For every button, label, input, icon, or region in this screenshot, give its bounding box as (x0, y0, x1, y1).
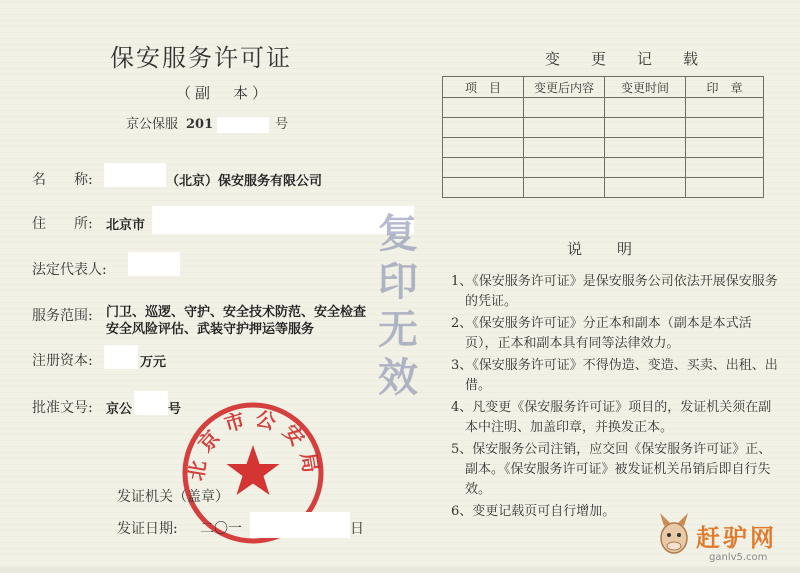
column-header-seal: 印 章 (686, 77, 764, 98)
approval-label: 批准文号: (32, 400, 93, 416)
seal-text: 北京市公安局 (183, 405, 325, 483)
list-item: 5、保安服务公司注销，应交回《保安服务许可证》正、副本。《保安服务许可证》被发证机关吊销后即自行失效。 (451, 442, 772, 497)
doc-no-value: 201 (186, 117, 214, 132)
name-value: （北京）保安服务有限公司 (166, 174, 323, 189)
capital-label: 注册资本: (32, 353, 93, 369)
capital-value: 万元 (140, 355, 167, 370)
notes-title: 说 明 (567, 240, 643, 258)
column-header-change-time: 变更时间 (605, 77, 686, 98)
table-row (443, 98, 764, 118)
redaction-box (128, 252, 180, 276)
certificate-subtitle: （副 本） (176, 84, 272, 102)
site-logo-url: ganlv5.com (709, 552, 768, 563)
table-row (443, 138, 764, 158)
issue-date-suffix: 日 (350, 521, 364, 537)
redaction-box (152, 206, 414, 234)
scope-value-line1: 门卫、巡逻、守护、安全技术防范、安全检查 (106, 305, 367, 320)
approval-suffix: 号 (168, 402, 182, 417)
document-number (126, 113, 288, 133)
redaction-box (104, 345, 138, 369)
doc-no-suffix: 号 (275, 117, 289, 132)
address-label: 住 所: (32, 216, 93, 232)
donkey-logo-icon (655, 512, 693, 556)
watermark-text: 复印无效 (378, 210, 418, 401)
doc-no-prefix: 京公保服 (126, 117, 179, 132)
issue-date-prefix: 二〇一 (200, 521, 242, 537)
issue-date-label: 发证日期: (117, 521, 178, 537)
list-item: 2、《保安服务许可证》分正本和副本（副本是本式活页），正本和副本具有同等法律效力。 (451, 316, 752, 351)
list-item: 1、《保安服务许可证》是保安服务公司依法开展保安服务的凭证。 (451, 274, 778, 309)
list-item: 4、凡变更《保安服务许可证》项目的，发证机关须在副本中注明、加盖印章，并换发正本。 (451, 400, 772, 435)
table-header-row (443, 77, 764, 98)
change-log-table (442, 76, 764, 198)
scope-value-line2: 安全风险评估、武装守护押运等服务 (106, 322, 315, 337)
list-item: 3、《保安服务许可证》不得伪造、变造、买卖、出租、出借。 (451, 358, 778, 393)
redaction-box (134, 391, 168, 415)
redaction-box (217, 117, 269, 133)
site-logo-text: 赶驴网 (696, 524, 777, 552)
column-header-new-content: 变更后内容 (524, 77, 605, 98)
notes-list (451, 272, 781, 524)
list-item: 6、变更记载页可自行增加。 (451, 504, 616, 519)
table-row (443, 178, 764, 198)
change-log-title: 变 更 记 载 (545, 50, 707, 68)
issuer-label: 发证机关（盖章） (117, 489, 229, 505)
name-label: 名 称: (32, 172, 93, 188)
approval-prefix: 京公 (106, 402, 133, 417)
column-header-item: 项 目 (443, 77, 524, 98)
redaction-box (104, 163, 166, 187)
star-icon (227, 445, 280, 495)
redaction-box (250, 512, 350, 538)
certificate-title: 保安服务许可证 (110, 44, 292, 72)
table-row (443, 158, 764, 178)
legal-rep-label: 法定代表人: (32, 262, 107, 278)
address-value: 北京市 (106, 218, 146, 233)
table-row (443, 118, 764, 138)
bottom-edge (0, 567, 800, 573)
scope-label: 服务范围: (32, 308, 93, 324)
